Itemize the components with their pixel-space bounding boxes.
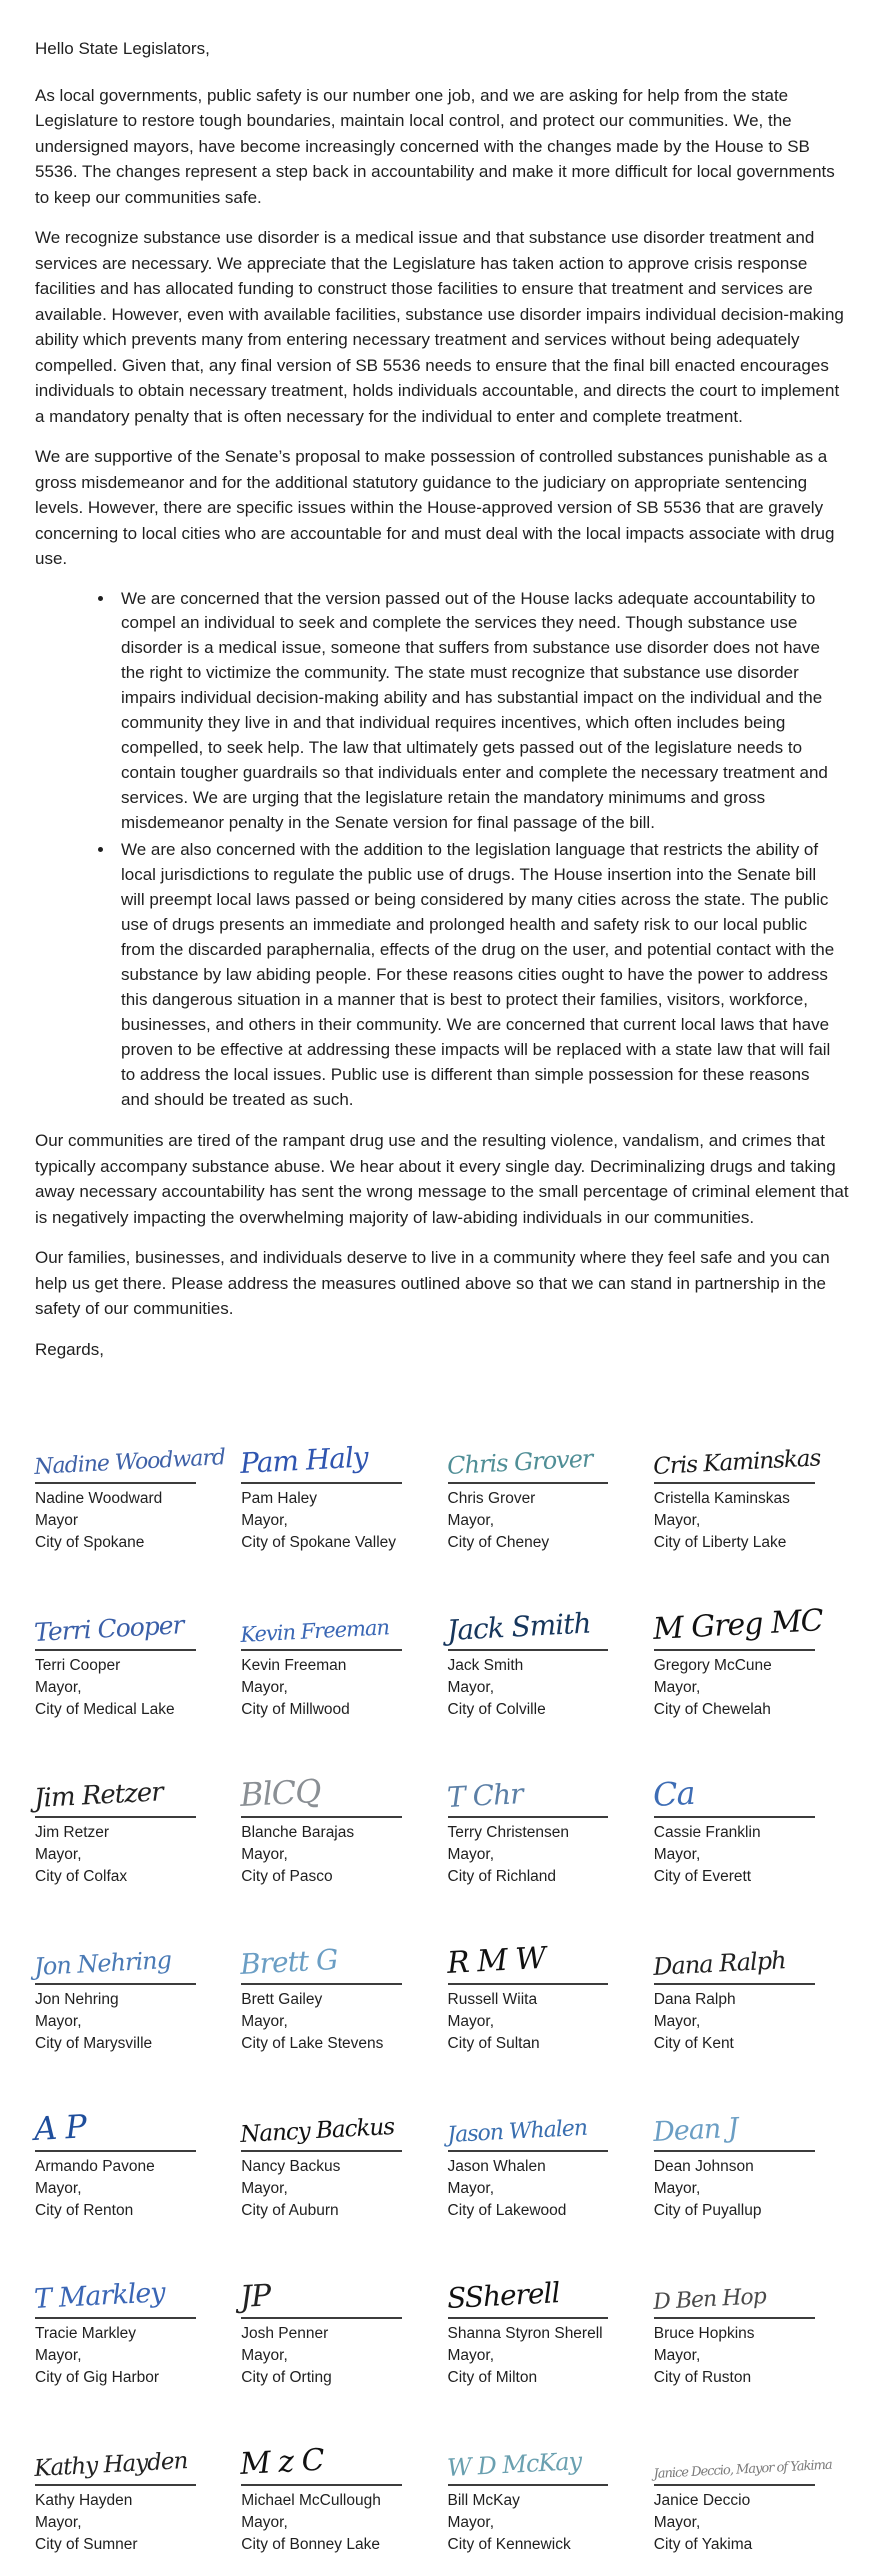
signer-title: Mayor, [653, 1679, 701, 1697]
signature-underline [654, 1816, 815, 1818]
signature-underline [35, 2150, 196, 2152]
signer-city: City of Puyallup [653, 2202, 762, 2220]
signer-title: Mayor, [241, 2180, 288, 2198]
signer-title: Mayor, [653, 1846, 701, 1864]
signer-name: Dean Johnson [653, 2158, 754, 2176]
signature-scrawl: A P [33, 2107, 87, 2149]
signature-block [241, 2269, 437, 2389]
signature-underline [448, 1983, 609, 1985]
signature-scrawl: Dana Ralph [652, 1946, 786, 1982]
signer-title: Mayor, [35, 1679, 82, 1697]
signer-city: City of Orting [241, 2369, 332, 2387]
signer-city: City of Pasco [241, 1868, 333, 1886]
signature-scrawl: Jim Retzer [33, 1777, 164, 1815]
letter-closing-paragraph-2: Our families, businesses, and individuals deserve to live in a community where they feel safe and you can help us get there. Please address the measures outlined above so that we can stand in partnership in the safety of our communities. [35, 1248, 830, 1319]
signer-title: Mayor, [653, 2180, 701, 2198]
signature-block [445, 1768, 644, 1888]
signature-block [654, 2269, 850, 2389]
signer-city: City of Ruston [653, 2369, 752, 2387]
signer-title: Mayor, [35, 2180, 82, 2198]
signer-city: City of Millwood [241, 1701, 350, 1719]
signature-scrawl: W D McKay [446, 2447, 582, 2483]
signer-name: Gregory McCune [653, 1657, 772, 1675]
signer-title: Mayor, [447, 1846, 495, 1864]
signer-name: Josh Penner [241, 2325, 329, 2343]
signer-name: Shanna Styron Sherell [447, 2325, 603, 2343]
signature-underline [448, 1649, 609, 1651]
signature-underline [35, 1983, 196, 1985]
letter-bullet-list [35, 587, 850, 1114]
signer-city: City of Cheney [447, 1534, 550, 1552]
signer-title: Mayor [35, 1512, 79, 1530]
signer-title: Mayor, [447, 2180, 495, 2198]
signer-city: City of Sultan [447, 2035, 540, 2053]
signer-title: Mayor, [241, 1846, 288, 1864]
signature-scrawl: Terri Cooper [33, 1610, 185, 1648]
signer-name: Brett Gailey [241, 1991, 323, 2009]
signature-scrawl: R M W [445, 1941, 546, 1982]
signer-city: City of Renton [35, 2202, 134, 2220]
signer-title: Mayor, [241, 2514, 288, 2532]
signature-block [35, 1935, 231, 2055]
signer-name: Nadine Woodward [35, 1490, 163, 1508]
signature-grid [35, 1434, 850, 2556]
signature-block [448, 2436, 644, 2556]
signature-scrawl: Kathy Hayden [33, 2448, 188, 2483]
signer-name: Bill McKay [447, 2492, 520, 2510]
signer-name: Chris Grover [447, 1490, 536, 1508]
signature-block [654, 2102, 850, 2222]
signer-city: City of Marysville [35, 2035, 153, 2053]
signer-title: Mayor, [241, 1679, 288, 1697]
signature-block [241, 1935, 437, 2055]
letter-closing-paragraph-1: Our communities are tired of the rampant drug use and the resulting violence, vandalism, and crimes that typically accompany substance abuse. We hear about it every single day. Decriminalizing drugs and taking away necessary accountability has sent the wrong message to the small percentage of criminal element that is negatively impacting the overwhelming majority of law-abiding individuals in our communities. [35, 1131, 849, 1227]
signature-scrawl: JP [239, 2278, 272, 2316]
signature-block [654, 1935, 850, 2055]
signature-underline [35, 1816, 196, 1818]
signer-name: Jason Whalen [447, 2158, 546, 2176]
signature-scrawl: Jon Nehring [33, 1946, 172, 1982]
signature-block [448, 1434, 644, 1554]
letter-body [35, 36, 850, 1362]
signature-underline [241, 1482, 402, 1484]
signer-city: City of Colfax [35, 1868, 128, 1886]
signer-title: Mayor, [35, 2347, 82, 2365]
signer-city: City of Colville [447, 1701, 546, 1719]
signer-title: Mayor, [653, 2013, 701, 2031]
signer-title: Mayor, [447, 2514, 495, 2532]
signer-name: Michael McCullough [241, 2492, 381, 2510]
signature-underline [448, 2484, 609, 2486]
signature-underline [654, 2484, 815, 2486]
signer-name: Dana Ralph [653, 1991, 736, 2009]
letter-bullet-2: • We are also concerned with the addition to the legislation language that restricts the ability of local jurisdictions to regulate the public use of drugs. The House insertion into the Senate bill will preempt local laws passed or being considered by many cities across the state. The public use of drugs presents an immediate and prolonged health and safety risk to our local public from the discarded paraphernalia, effects of the drug on the user, and potential contact with the substance by law abiding people. For these reasons cities ought to have the power to address this dangerous situation in a manner that is best to protect their families, visitors, workforce, businesses, and others in their community. We are concerned that current local laws that have proven to be effective at addressing these impacts will be replaced with a state law that will fail to address the local issues. Public use is different than simple possession for these reasons and should be treated as such. [115, 838, 850, 1113]
signature-block [651, 1768, 850, 1888]
signature-block [241, 1434, 437, 1554]
signer-title: Mayor, [35, 2013, 82, 2031]
signature-underline [241, 2484, 402, 2486]
signature-underline [654, 1983, 815, 1985]
signature-block [445, 1935, 644, 2055]
signature-scrawl: BlCQ [239, 1772, 322, 1815]
signature-scrawl: Brett G [239, 1943, 339, 1982]
signer-city: City of Medical Lake [35, 1701, 175, 1719]
signature-underline [241, 2317, 402, 2319]
signer-city: City of Sumner [35, 2536, 138, 2554]
signer-title: Mayor, [35, 2514, 82, 2532]
signer-city: City of Everett [653, 1868, 752, 1886]
signature-scrawl: Jason Whalen [446, 2115, 588, 2149]
signature-scrawl: Kevin Freeman [239, 1615, 390, 1648]
signature-scrawl: Nadine Woodward [33, 1445, 226, 1481]
signer-city: City of Auburn [241, 2202, 339, 2220]
signature-block [35, 1434, 231, 1554]
signer-city: City of Lake Stevens [241, 2035, 384, 2053]
signature-underline [448, 2317, 609, 2319]
signer-city: City of Kent [653, 2035, 734, 2053]
signature-scrawl: T Chr [445, 1777, 523, 1815]
letter-paragraph-2: We recognize substance use disorder is a medical issue and that substance use disorder treatment and services are necessary. We appreciate that the Legislature has taken action to approve crisis response facilities and has allocated funding to construct those facilities to ensure that treatment and services are available. However, even with available facilities, substance use disorder impairs individual decision-making ability which prevents many from entering necessary treatment and services without being adequately compelled. Given that, any final version of SB 5536 needs to ensure that the final bill enacted encourages individuals to obtain necessary treatment, holds individuals accountable, and directs the court to implement a mandatory penalty that is often necessary for the individual to enter and complete treatment. [35, 228, 844, 426]
signature-block [35, 1601, 231, 1721]
signer-name: Kevin Freeman [241, 1657, 347, 1675]
signature-underline [35, 1482, 196, 1484]
signature-underline [654, 2150, 815, 2152]
signer-city: City of Gig Harbor [35, 2369, 160, 2387]
signature-block [654, 1434, 850, 1554]
signature-block [35, 1768, 231, 1888]
signature-underline [241, 1649, 402, 1651]
signer-name: Armando Pavone [35, 2158, 155, 2176]
signer-title: Mayor, [35, 1846, 82, 1864]
signature-scrawl: Jack Smith [445, 1606, 591, 1648]
signature-scrawl: D Ben Hop [652, 2284, 767, 2316]
signer-name: Terry Christensen [447, 1824, 569, 1842]
signer-name: Cassie Franklin [653, 1824, 761, 1842]
signer-name: Janice Deccio [653, 2492, 751, 2510]
signature-block [445, 2269, 644, 2389]
signer-title: Mayor, [447, 2347, 495, 2365]
signer-name: Nancy Backus [241, 2158, 341, 2176]
signature-underline [35, 1649, 196, 1651]
signer-title: Mayor, [447, 1679, 495, 1697]
signer-name: Russell Wiita [447, 1991, 538, 2009]
signature-block [241, 1768, 437, 1888]
signer-name: Jon Nehring [35, 1991, 119, 2009]
signer-title: Mayor, [653, 2347, 701, 2365]
signer-name: Tracie Markley [35, 2325, 137, 2343]
signer-name: Kathy Hayden [35, 2492, 133, 2510]
signature-scrawl: Janice Deccio, Mayor of Yakima [652, 2457, 832, 2483]
signer-name: Terri Cooper [35, 1657, 121, 1675]
signature-scrawl: T Markley [33, 2277, 166, 2316]
signature-block [35, 2436, 231, 2556]
signature-block [651, 1601, 850, 1721]
signature-block [241, 2102, 437, 2222]
letter-paragraph-3: We are supportive of the Senate’s proposal to make possession of controlled substances punishable as a gross misdemeanor and for the additional statutory guidance to the judiciary on appropriate sentencing levels. However, there are specific issues within the House-approved version of SB 5536 that are gravely concerning to local cities who are accountable for and must deal with the local impacts associate with drug use. [35, 447, 835, 568]
letter-signoff: Regards, [35, 1339, 104, 1359]
signer-title: Mayor, [241, 2347, 288, 2365]
signer-title: Mayor, [653, 2514, 701, 2532]
signature-block [654, 2436, 850, 2556]
signature-scrawl: M Greg MC [651, 1603, 824, 1648]
signature-underline [35, 2484, 196, 2486]
signer-city: City of Bonney Lake [241, 2536, 380, 2554]
signature-scrawl: Dean J [652, 2112, 739, 2149]
signature-block [35, 2269, 231, 2389]
signature-underline [448, 2150, 609, 2152]
letter-greeting: Hello State Legislators, [35, 39, 210, 58]
signer-title: Mayor, [241, 1512, 288, 1530]
signer-name: Bruce Hopkins [653, 2325, 755, 2343]
signer-city: City of Richland [447, 1868, 557, 1886]
signature-scrawl: Pam Haly [239, 1440, 369, 1481]
signature-underline [241, 2150, 402, 2152]
signature-underline [654, 2317, 815, 2319]
signature-block [448, 2102, 644, 2222]
signature-underline [654, 1649, 815, 1651]
signature-underline [35, 2317, 196, 2319]
signature-underline [241, 1816, 402, 1818]
signer-city: City of Spokane Valley [241, 1534, 397, 1552]
signer-title: Mayor, [447, 2013, 495, 2031]
signer-title: Mayor, [653, 1512, 701, 1530]
signature-block [241, 2436, 437, 2556]
signature-underline [654, 1482, 815, 1484]
letter-paragraph-1: As local governments, public safety is our number one job, and we are asking for help from the state Legislature to restore tough boundaries, maintain local control, and protect our communities. We, the undersigned mayors, have become increasingly concerned with the changes made by the House to SB 5536. The changes represent a step back in accountability and make it more difficult for local governments to keep our communities safe. [35, 85, 835, 207]
signer-city: City of Lakewood [447, 2202, 567, 2220]
signature-scrawl: SSherell [445, 2276, 560, 2316]
signer-name: Jack Smith [447, 1657, 524, 1675]
signer-city: City of Yakima [653, 2536, 753, 2554]
signer-title: Mayor, [447, 1512, 495, 1530]
signature-underline [241, 1983, 402, 1985]
signer-city: City of Liberty Lake [653, 1534, 787, 1552]
signature-scrawl: M z C [239, 2442, 325, 2483]
signer-city: City of Spokane [35, 1534, 145, 1552]
signature-block [35, 2102, 231, 2222]
signer-title: Mayor, [241, 2013, 288, 2031]
signature-scrawl: Ca [651, 1774, 696, 1815]
signature-scrawl: Chris Grover [446, 1444, 593, 1481]
signer-city: City of Milton [447, 2369, 538, 2387]
signature-block [445, 1601, 644, 1721]
signature-underline [448, 1816, 609, 1818]
signer-city: City of Kennewick [447, 2536, 571, 2554]
signer-name: Pam Haley [241, 1490, 318, 1508]
signer-name: Jim Retzer [35, 1824, 110, 1842]
signature-block [241, 1601, 437, 1721]
letter-bullet-1: • We are concerned that the version passed out of the House lacks adequate accountability to compel an individual to seek and complete the services they need. Though substance use disorder is a medical issue, someone that suffers from substance use disorder does not have the right to victimize the community. The state must recognize that substance use disorder impairs individual decision-making ability and has substantial impact on the individual and the community they live in and that individual requires incentives, which often includes being compelled, to seek help. The law that ultimately gets passed out of the legislature needs to contain tougher guardrails so that individuals enter and complete the necessary treatment and services. We are urging that the legislature retain the mandatory minimums and gross misdemeanor penalty in the Senate version for final passage of the bill. [115, 587, 850, 837]
signer-name: Cristella Kaminskas [653, 1490, 790, 1508]
signature-scrawl: Nancy Backus [239, 2114, 395, 2149]
signature-underline [448, 1482, 609, 1484]
signer-city: City of Chewelah [653, 1701, 771, 1719]
signature-scrawl: Cris Kaminskas [652, 1445, 821, 1481]
signer-name: Blanche Barajas [241, 1824, 355, 1842]
